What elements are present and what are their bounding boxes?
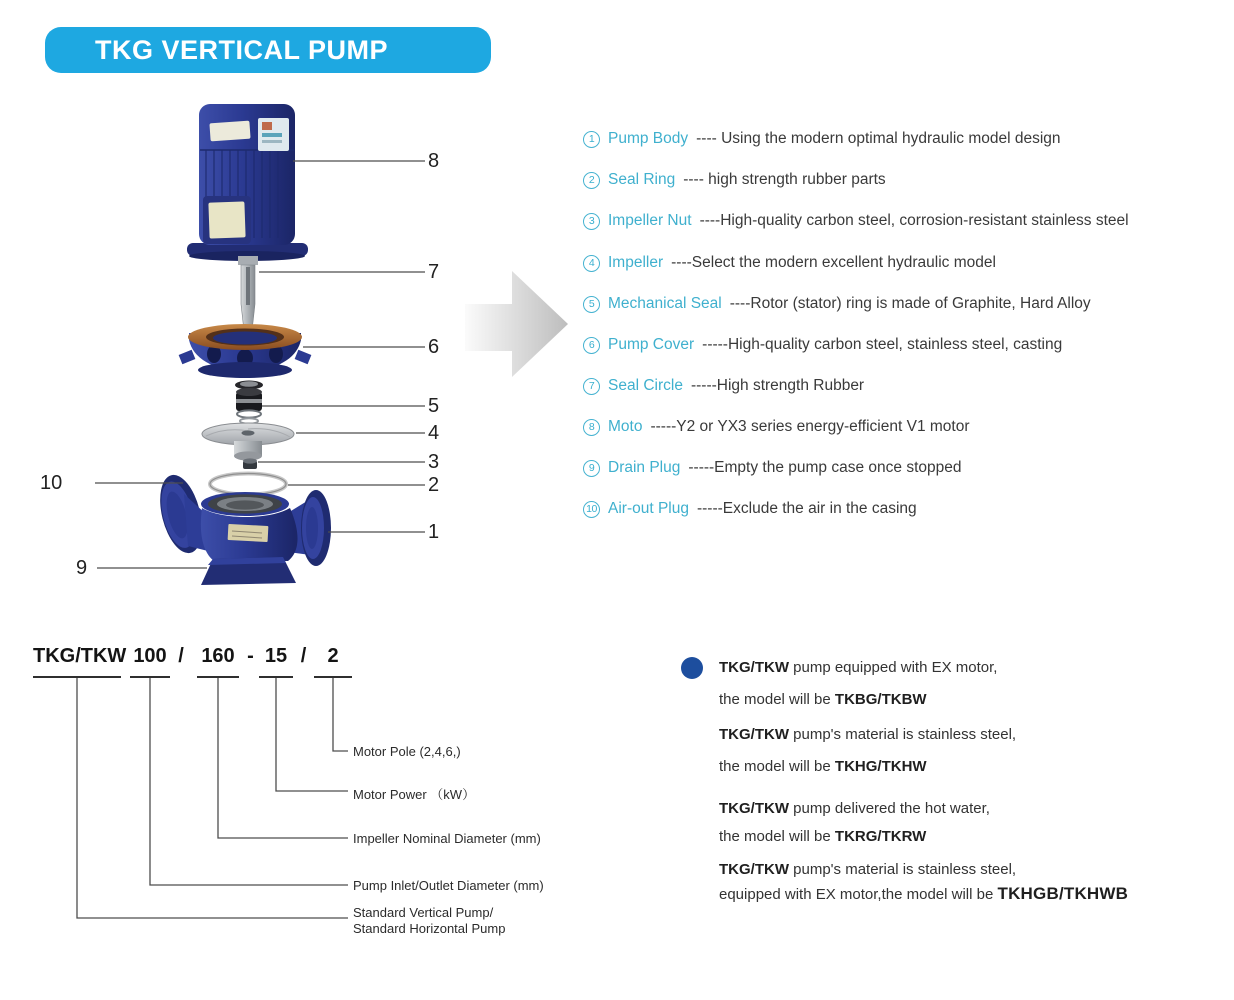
note-line	[719, 659, 997, 676]
part-description: ----High-quality carbon steel, corrosion-resistant stainless steel	[699, 212, 1129, 229]
seal-ring-illustration	[210, 474, 286, 495]
part-number-badge: 3	[583, 213, 600, 230]
part-number-badge: 4	[583, 255, 600, 272]
part-name: Mechanical Seal	[608, 295, 722, 312]
part-number-badge: 1	[583, 131, 600, 148]
mechanical-seal-illustration	[235, 381, 263, 424]
note-line	[719, 861, 1016, 878]
part-number-badge: 8	[583, 419, 600, 436]
part-name: Impeller Nut	[608, 212, 692, 229]
note-text: pump's material is stainless steel,	[788, 861, 1017, 878]
callout-number-9: 9	[76, 557, 88, 579]
note-text: equipped with EX motor,the model will be	[719, 886, 998, 903]
shaft-illustration	[238, 256, 258, 331]
pump-cover-illustration	[179, 324, 312, 378]
note-model-code: TKG/TKW	[719, 861, 789, 878]
note-line	[719, 726, 1016, 743]
note-line	[719, 884, 1128, 904]
note-text: pump equipped with EX motor,	[788, 659, 998, 676]
part-number-badge: 5	[583, 296, 600, 313]
part-number-badge: 7	[583, 378, 600, 395]
note-text: the model will be	[719, 691, 835, 708]
note-model-code: TKBG/TKBW	[834, 691, 927, 708]
part-number-badge: 9	[583, 460, 600, 477]
model-separator-dash: -	[247, 645, 254, 667]
model-segment-pole: 2	[314, 645, 352, 678]
note-model-code: TKRG/TKRW	[834, 828, 927, 845]
part-description: ---- high strength rubber parts	[683, 171, 886, 188]
note-text: pump's material is stainless steel,	[788, 726, 1017, 743]
part-description: -----Exclude the air in the casing	[696, 500, 917, 517]
parts-list-item	[583, 128, 1061, 150]
transition-arrow	[465, 271, 568, 377]
callout-number-5: 5	[428, 395, 440, 417]
impeller-nut-illustration	[243, 458, 257, 469]
part-description: -----High-quality carbon steel, stainless steel, casting	[702, 336, 1063, 353]
parts-list-item	[583, 169, 886, 191]
note-model-code: TKG/TKW	[719, 659, 789, 676]
part-number-badge: 2	[583, 172, 600, 189]
parts-list-item	[583, 334, 1062, 356]
parts-list-item	[583, 498, 917, 520]
impeller-illustration	[202, 423, 294, 461]
model-segment-family: TKG/TKW	[33, 645, 121, 678]
parts-list-item	[583, 210, 1129, 232]
part-name: Drain Plug	[608, 459, 681, 476]
model-label-motor-power: Motor Power （kW）	[353, 787, 476, 802]
part-description: ---- Using the modern optimal hydraulic model design	[696, 130, 1061, 147]
note-model-code: TKG/TKW	[719, 726, 789, 743]
callout-number-10: 10	[40, 472, 63, 494]
note-line	[719, 691, 927, 708]
parts-list-item	[583, 293, 1091, 315]
parts-list-item	[583, 375, 864, 397]
model-label-pump-type-line1: Standard Vertical Pump/	[353, 905, 494, 920]
part-name: Pump Body	[608, 130, 689, 147]
part-number-badge: 10	[583, 501, 600, 518]
model-label-pump-type-line2: Standard Horizontal Pump	[353, 921, 506, 936]
model-segment-inlet: 100	[130, 645, 170, 678]
part-description: ----Select the modern excellent hydraulic model	[671, 254, 996, 271]
part-description: -----Y2 or YX3 series energy-efficient V1 motor	[650, 418, 970, 435]
part-description: -----High strength Rubber	[690, 377, 865, 394]
part-name: Moto	[608, 418, 643, 435]
model-label-impeller-diameter: Impeller Nominal Diameter (mm)	[353, 831, 541, 846]
callout-number-3: 3	[428, 451, 440, 473]
callout-number-7: 7	[428, 261, 440, 283]
note-line	[719, 828, 926, 845]
part-name: Seal Ring	[608, 171, 676, 188]
model-label-inlet-outlet-diameter: Pump Inlet/Outlet Diameter (mm)	[353, 878, 544, 893]
callout-number-2: 2	[428, 474, 440, 496]
parts-list-item	[583, 457, 961, 479]
model-label-motor-pole: Motor Pole (2,4,6,)	[353, 744, 461, 759]
note-model-code: TKG/TKW	[719, 800, 789, 817]
model-separator-slash: /	[178, 645, 184, 667]
part-name: Air-out Plug	[608, 500, 689, 517]
model-code-connector-lines	[77, 678, 348, 918]
callout-number-4: 4	[428, 422, 440, 444]
parts-list-item	[583, 252, 996, 274]
page-title: TKG VERTICAL PUMP	[95, 34, 389, 65]
model-separator-slash: /	[300, 645, 307, 667]
note-line	[719, 800, 990, 817]
callout-number-6: 6	[428, 336, 440, 358]
note-text: the model will be	[719, 758, 835, 775]
motor-illustration	[187, 104, 308, 261]
part-description: ----Rotor (stator) ring is made of Graphite, Hard Alloy	[729, 295, 1091, 312]
callout-number-1: 1	[428, 521, 440, 543]
part-name: Pump Cover	[608, 336, 695, 353]
note-text: the model will be	[719, 828, 835, 845]
part-name: Seal Circle	[608, 377, 683, 394]
note-line	[719, 758, 927, 775]
model-segment-power: 15	[259, 645, 293, 678]
note-bullet-icon	[681, 657, 703, 679]
part-description: -----Empty the pump case once stopped	[688, 459, 962, 476]
part-name: Impeller	[608, 254, 664, 271]
model-segment-impeller: 160	[197, 645, 239, 678]
part-number-badge: 6	[583, 337, 600, 354]
parts-list-item	[583, 416, 970, 438]
note-text: pump delivered the hot water,	[788, 800, 990, 817]
note-model-code: TKHGB/TKHWB	[997, 884, 1129, 903]
callout-number-8: 8	[428, 150, 440, 172]
note-model-code: TKHG/TKHW	[834, 758, 927, 775]
